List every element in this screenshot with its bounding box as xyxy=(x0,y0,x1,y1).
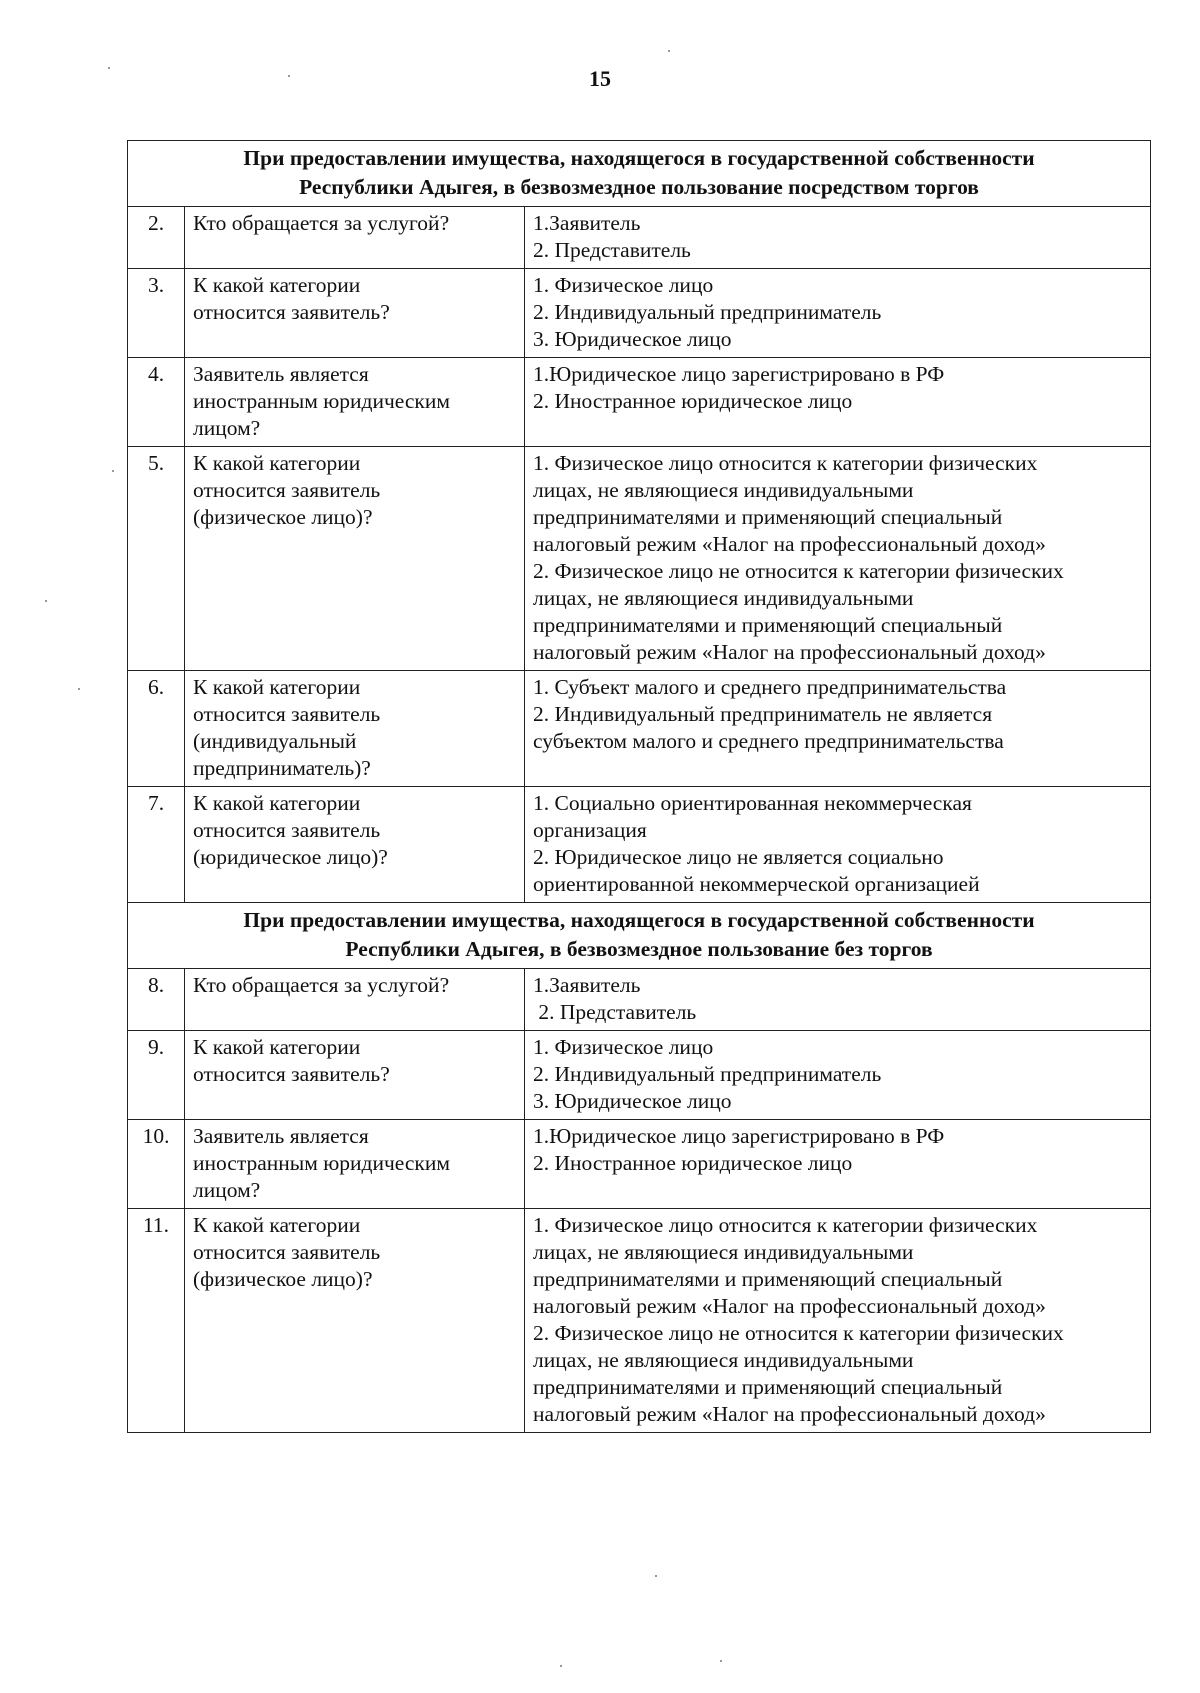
question-line: относится заявитель? xyxy=(193,1062,390,1086)
table-row xyxy=(128,269,1151,358)
answer-line: 1. Физическое лицо относится к категории физических xyxy=(533,451,1038,475)
answer-line: предпринимателями и применяющий специальный xyxy=(533,1267,1003,1291)
question-cell xyxy=(185,671,525,787)
question-line: (юридическое лицо)? xyxy=(193,845,388,869)
table-row xyxy=(128,969,1151,1031)
question-line: Кто обращается за услугой? xyxy=(193,973,450,997)
section-header-row xyxy=(128,141,1151,207)
row-number: 8. xyxy=(128,969,185,1031)
answer-line: налоговый режим «Налог на профессиональный доход» xyxy=(533,1402,1046,1426)
question-cell xyxy=(185,1120,525,1209)
question-line: иностранным юридическим xyxy=(193,1151,450,1175)
question-cell xyxy=(185,358,525,447)
answer-line: 1. Физическое лицо xyxy=(533,1035,714,1059)
answer-line: 1. Социально ориентированная некоммерческая xyxy=(533,791,972,815)
scan-speck xyxy=(560,1665,562,1667)
scan-speck xyxy=(45,600,47,602)
question-cell xyxy=(185,269,525,358)
answer-line: предпринимателями и применяющий специальный xyxy=(533,505,1003,529)
question-line: (физическое лицо)? xyxy=(193,505,373,529)
question-line: иностранным юридическим xyxy=(193,389,450,413)
scan-speck xyxy=(78,688,80,690)
answer-line: 1. Физическое лицо xyxy=(533,273,714,297)
answer-line: 1. Субъект малого и среднего предпринимательства xyxy=(533,675,1007,699)
answer-line: лицах, не являющиеся индивидуальными xyxy=(533,478,914,502)
scan-speck xyxy=(112,470,114,472)
answer-line: 2. Физическое лицо не относится к категории физических xyxy=(533,559,1064,583)
answer-line: 2. Представитель xyxy=(533,1000,697,1024)
answer-line: 2. Физическое лицо не относится к категории физических xyxy=(533,1321,1064,1345)
answer-line: 1.Заявитель xyxy=(533,973,641,997)
question-line: (индивидуальный xyxy=(193,729,357,753)
row-number: 3. xyxy=(128,269,185,358)
question-line: лицом? xyxy=(193,1178,261,1202)
answers-cell xyxy=(525,969,1151,1031)
table-row xyxy=(128,1120,1151,1209)
answer-line: 3. Юридическое лицо xyxy=(533,1089,732,1113)
row-number: 6. xyxy=(128,671,185,787)
section-heading-line: Республики Адыгея, в безвозмездное пользование посредством торгов xyxy=(299,175,979,199)
question-line: относится заявитель? xyxy=(193,300,390,324)
answers-cell xyxy=(525,207,1151,269)
row-number: 11. xyxy=(128,1209,185,1433)
table-row xyxy=(128,207,1151,269)
question-line: относится заявитель xyxy=(193,1240,381,1264)
table-row xyxy=(128,358,1151,447)
answer-line: 2. Индивидуальный предприниматель xyxy=(533,1062,882,1086)
section-heading xyxy=(128,141,1151,207)
row-number: 4. xyxy=(128,358,185,447)
answer-line: 2. Юридическое лицо не является социально xyxy=(533,845,944,869)
answer-line: лицах, не являющиеся индивидуальными xyxy=(533,586,914,610)
question-line: относится заявитель xyxy=(193,478,381,502)
section-heading-line: Республики Адыгея, в безвозмездное пользование без торгов xyxy=(345,937,933,961)
answers-cell xyxy=(525,671,1151,787)
question-cell xyxy=(185,447,525,671)
answer-line: налоговый режим «Налог на профессиональный доход» xyxy=(533,532,1046,556)
answer-line: 2. Иностранное юридическое лицо xyxy=(533,389,853,413)
row-number: 5. xyxy=(128,447,185,671)
table-row xyxy=(128,671,1151,787)
scan-speck xyxy=(720,1660,722,1662)
table-row xyxy=(128,447,1151,671)
table-row xyxy=(128,787,1151,903)
answer-line: организация xyxy=(533,818,647,842)
scan-speck xyxy=(668,50,670,52)
answer-line: 2. Индивидуальный предприниматель не является xyxy=(533,702,993,726)
answer-line: 2. Иностранное юридическое лицо xyxy=(533,1151,853,1175)
question-line: К какой категории xyxy=(193,791,361,815)
answer-line: 3. Юридическое лицо xyxy=(533,327,732,351)
scan-speck xyxy=(108,67,110,69)
question-line: лицом? xyxy=(193,416,261,440)
question-line: относится заявитель xyxy=(193,702,381,726)
section-heading xyxy=(128,903,1151,969)
row-number: 10. xyxy=(128,1120,185,1209)
question-line: Кто обращается за услугой? xyxy=(193,211,450,235)
answer-line: 1.Юридическое лицо зарегистрировано в РФ xyxy=(533,1124,945,1148)
answers-cell xyxy=(525,1209,1151,1433)
services-table xyxy=(127,140,1151,1433)
answer-line: 1. Физическое лицо относится к категории физических xyxy=(533,1213,1038,1237)
question-line: (физическое лицо)? xyxy=(193,1267,373,1291)
section-heading-line: При предоставлении имущества, находящегося в государственной собственности xyxy=(243,146,1035,170)
question-line: К какой категории xyxy=(193,1035,361,1059)
question-cell xyxy=(185,1031,525,1120)
section-heading-line: При предоставлении имущества, находящегося в государственной собственности xyxy=(243,908,1035,932)
page-number: 15 xyxy=(589,66,611,91)
row-number: 2. xyxy=(128,207,185,269)
question-line: К какой категории xyxy=(193,273,361,297)
section-header-row xyxy=(128,903,1151,969)
table-row xyxy=(128,1031,1151,1120)
answer-line: 2. Представитель xyxy=(533,238,691,262)
question-line: Заявитель является xyxy=(193,362,369,386)
answer-line: предпринимателями и применяющий специальный xyxy=(533,613,1003,637)
question-line: К какой категории xyxy=(193,1213,361,1237)
answer-line: предпринимателями и применяющий специальный xyxy=(533,1375,1003,1399)
answer-line: 2. Индивидуальный предприниматель xyxy=(533,300,882,324)
answers-cell xyxy=(525,1120,1151,1209)
answer-line: ориентированной некоммерческой организацией xyxy=(533,872,980,896)
table-body xyxy=(128,141,1151,1433)
answer-line: лицах, не являющиеся индивидуальными xyxy=(533,1348,914,1372)
row-number: 7. xyxy=(128,787,185,903)
question-line: К какой категории xyxy=(193,451,361,475)
answers-cell xyxy=(525,358,1151,447)
answers-cell xyxy=(525,787,1151,903)
question-cell xyxy=(185,1209,525,1433)
answers-cell xyxy=(525,269,1151,358)
answer-line: лицах, не являющиеся индивидуальными xyxy=(533,1240,914,1264)
table-row xyxy=(128,1209,1151,1433)
question-cell xyxy=(185,207,525,269)
question-cell xyxy=(185,969,525,1031)
row-number: 9. xyxy=(128,1031,185,1120)
answer-line: налоговый режим «Налог на профессиональный доход» xyxy=(533,1294,1046,1318)
question-line: Заявитель является xyxy=(193,1124,369,1148)
scan-speck xyxy=(288,75,290,77)
question-line: относится заявитель xyxy=(193,818,381,842)
question-line: предприниматель)? xyxy=(193,756,371,780)
scan-speck xyxy=(655,1575,657,1577)
answer-line: налоговый режим «Налог на профессиональный доход» xyxy=(533,640,1046,664)
answer-line: субъектом малого и среднего предпринимательства xyxy=(533,729,1004,753)
answers-cell xyxy=(525,1031,1151,1120)
question-cell xyxy=(185,787,525,903)
question-line: К какой категории xyxy=(193,675,361,699)
answer-line: 1.Заявитель xyxy=(533,211,641,235)
answers-cell xyxy=(525,447,1151,671)
answer-line: 1.Юридическое лицо зарегистрировано в РФ xyxy=(533,362,945,386)
